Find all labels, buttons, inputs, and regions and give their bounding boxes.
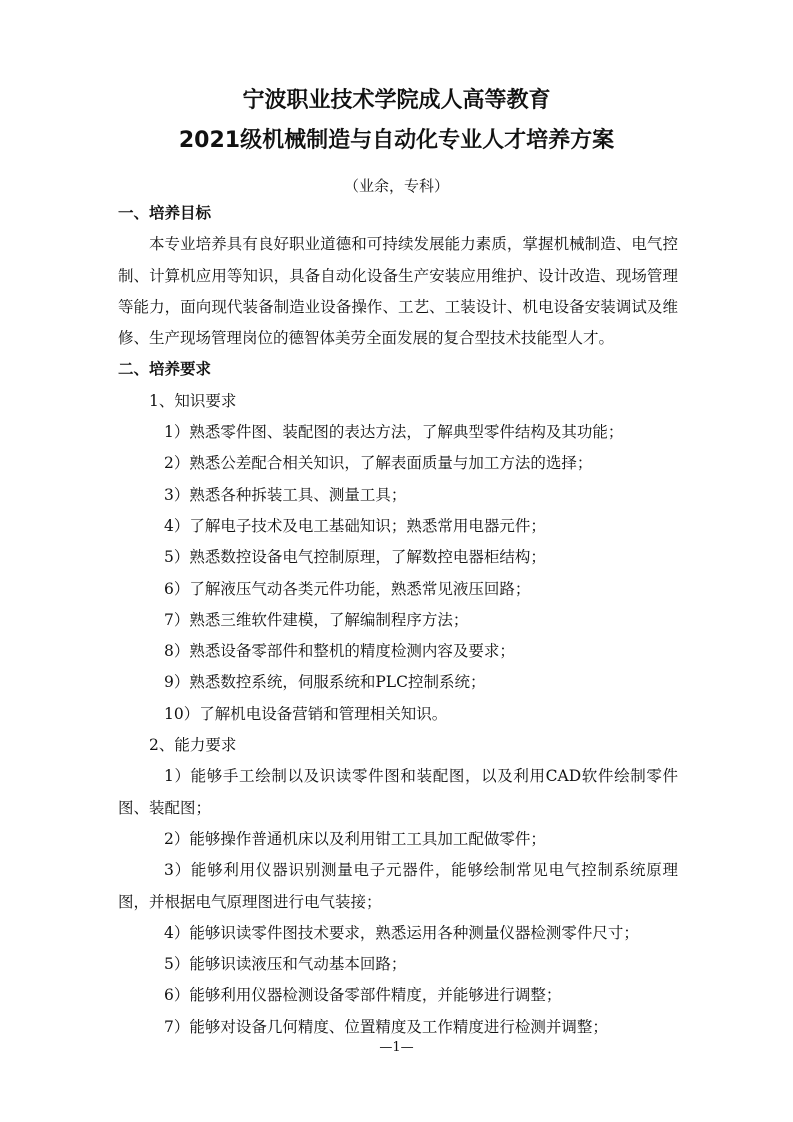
document-subtitle: （业余，专科） [343, 177, 449, 195]
page-number: —1— [379, 1040, 414, 1055]
list-item: 6）能够利用仪器检测设备零部件精度，并能够进行调整； [164, 986, 562, 1005]
list-item: 1）能够手工绘制以及识读零件图和装配图，以及利用CAD软件绘制零件图、装配图； [118, 767, 678, 817]
list-item: 5）能够识读液压和气动基本回路； [164, 955, 407, 974]
list-item: 7）熟悉三维软件建模，了解编制程序方法； [164, 610, 469, 629]
list-item: 2）能够操作普通机床以及利用钳工工具加工配做零件； [164, 829, 546, 848]
section-heading-goals: 一、培养目标 [118, 204, 212, 222]
knowledge-list [118, 417, 678, 730]
list-item: 5）熟悉数控设备电气控制原理，了解数控电器柜结构； [164, 548, 546, 567]
list-item: 2）熟悉公差配合相关知识，了解表面质量与加工方法的选择； [164, 454, 593, 473]
section-heading-requirements: 二、培养要求 [118, 360, 212, 379]
document-title-line1: 宁波职业技术学院成人高等教育 [242, 88, 551, 113]
document-body [118, 198, 678, 1043]
list-item: 7）能够对设备几何精度、位置精度及工作精度进行检测并调整； [164, 1017, 608, 1036]
list-item: 4）了解电子技术及电工基础知识；熟悉常用电器元件； [164, 516, 546, 535]
ability-heading: 2、能力要求 [149, 736, 237, 755]
ability-list [118, 761, 678, 1043]
list-item: 3）能够利用仪器识别测量电子元器件，能够绘制常见电气控制系统原理图，并根据电气原理图进行电气装接； [118, 861, 678, 911]
list-item: 4）能够识读零件图技术要求，熟悉运用各种测量仪器检测零件尺寸； [164, 923, 639, 942]
list-item: 8）熟悉设备零部件和整机的精度检测内容及要求； [164, 642, 515, 661]
document-title-line2: 2021级机械制造与自动化专业人才培养方案 [178, 128, 615, 153]
goals-paragraph: 本专业培养具有良好职业道德和可持续发展能力素质，掌握机械制造、电气控制、计算机应用等知识，具备自动化设备生产安装应用维护、设计改造、现场管理等能力，面向现代装备制造业设备操作、工艺、工装设计、机电设备安装调试及维修、生产现场管理岗位的德智体美劳全面发展的复合型技术技能型人才。 [118, 235, 678, 348]
list-item: 3）熟悉各种拆装工具、测量工具； [164, 485, 407, 504]
list-item: 10）了解机电设备营销和管理相关知识。 [164, 704, 448, 723]
list-item: 6）了解液压气动各类元件功能，熟悉常见液压回路； [164, 579, 531, 598]
list-item: 1）熟悉零件图、装配图的表达方法，了解典型零件结构及其功能； [164, 423, 624, 442]
list-item: 9）熟悉数控系统，伺服系统和PLC控制系统； [164, 673, 486, 692]
knowledge-heading: 1、知识要求 [149, 391, 237, 410]
